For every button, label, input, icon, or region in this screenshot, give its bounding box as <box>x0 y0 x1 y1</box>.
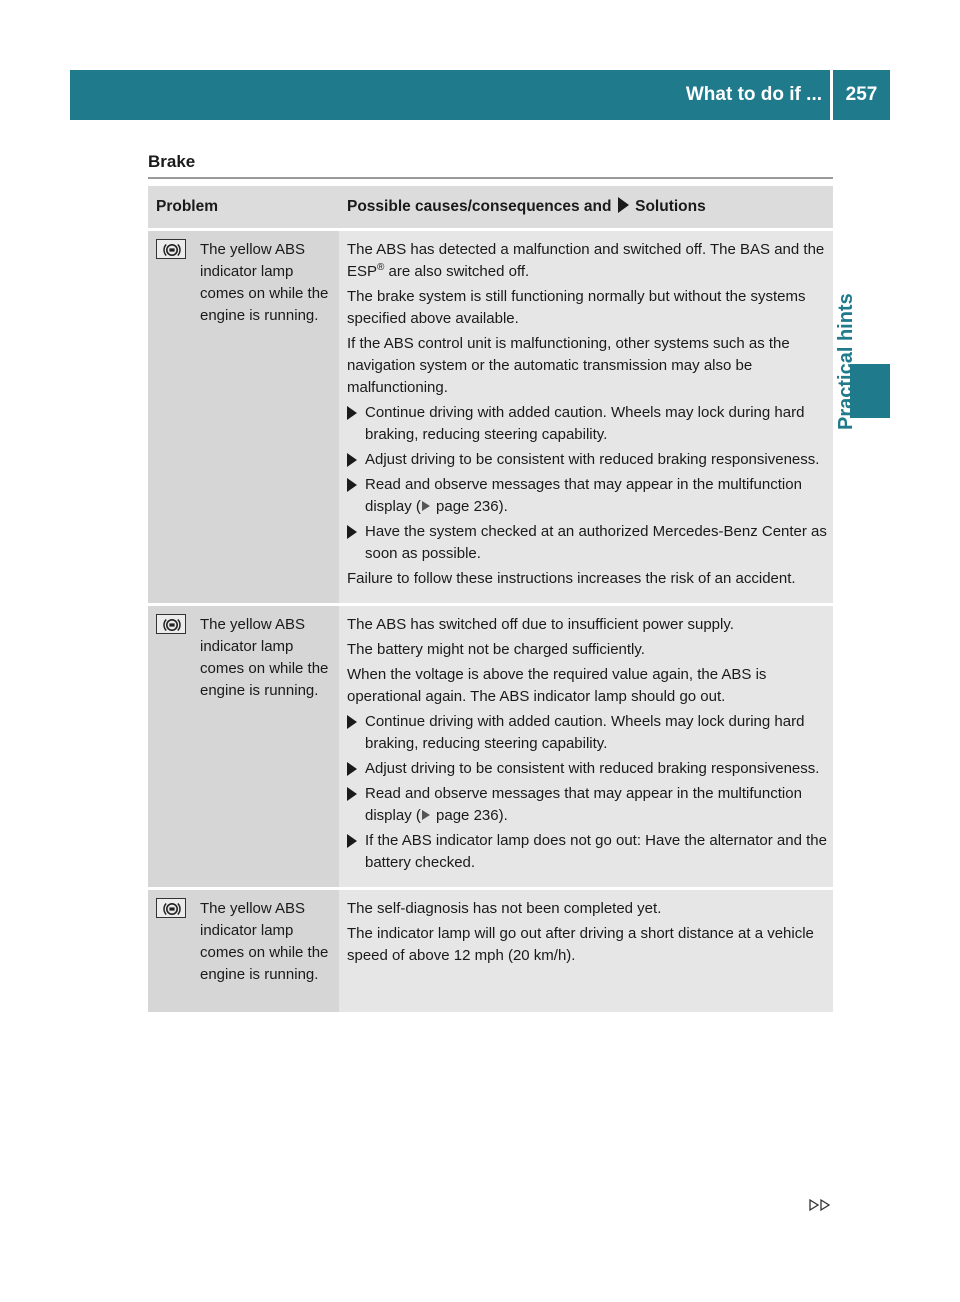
section-divider <box>148 177 833 179</box>
cause-paragraph <box>347 239 827 283</box>
causes-header-suffix: Solutions <box>635 198 706 215</box>
table-row <box>148 230 833 605</box>
brake-troubleshooting-table <box>148 186 833 1012</box>
problem-text: The yellow ABS indicator lamp comes on while the engine is running. <box>196 230 339 605</box>
solution-step <box>347 449 827 471</box>
solution-step <box>347 783 827 827</box>
step-text: If the ABS indicator lamp does not go out: Have the alternator and the battery checked. <box>365 832 827 871</box>
cause-paragraph: The indicator lamp will go out after driving a short distance at a vehicle speed of above 12 mph (20 km/h). <box>347 925 814 964</box>
step-text: Adjust driving to be consistent with reduced braking responsiveness. <box>365 760 820 777</box>
step-text: Continue driving with added caution. Wheels may lock during hard braking, reducing steering capability. <box>365 404 805 443</box>
cause-paragraph: The brake system is still functioning normally but without the systems specified above available. <box>347 288 806 327</box>
cause-paragraph: The battery might not be charged sufficiently. <box>347 641 645 658</box>
step-arrow-icon <box>347 762 357 776</box>
solution-step <box>347 474 827 518</box>
step-text: Read and observe messages that may appear in the multifunction display ( <box>365 476 802 515</box>
solution-step <box>347 521 827 565</box>
step-arrow-icon <box>347 787 357 801</box>
table-header-row <box>148 186 833 230</box>
problem-text: The yellow ABS indicator lamp comes on while the engine is running. <box>196 605 339 889</box>
solution-step <box>347 402 827 446</box>
icon-cell <box>148 605 196 889</box>
step-text: Continue driving with added caution. Wheels may lock during hard braking, reducing steering capability. <box>365 713 805 752</box>
cause-paragraph: If the ABS control unit is malfunctioning, other systems such as the navigation system or the automatic transmission may also be malfunctioning. <box>347 335 790 396</box>
step-arrow-icon <box>347 834 357 848</box>
step-text: Have the system checked at an authorized Mercedes-Benz Center as soon as possible. <box>365 523 827 562</box>
abs-warning-icon <box>156 898 186 918</box>
cause-paragraph: The self-diagnosis has not been completed yet. <box>347 900 662 917</box>
page-reference-icon <box>422 810 430 820</box>
step-arrow-icon <box>347 715 357 729</box>
causes-cell <box>339 605 833 889</box>
page-reference-link[interactable]: page 236). <box>431 807 508 824</box>
causes-cell <box>339 230 833 605</box>
abs-warning-icon <box>156 614 186 634</box>
registered-mark: ® <box>377 262 385 273</box>
abs-warning-icon <box>156 239 186 259</box>
side-tab-label: Practical hints <box>835 293 857 430</box>
step-arrow-icon <box>347 478 357 492</box>
cause-text: The ABS has detected a malfunction and switched off. The BAS and the ESP <box>347 241 825 280</box>
page-reference-icon <box>422 501 430 511</box>
icon-cell <box>148 230 196 605</box>
page-number: 257 <box>845 84 878 105</box>
cause-paragraph: When the voltage is above the required value again, the ABS is operational again. The ABS indicator lamp should go out. <box>347 666 767 705</box>
cause-text: are also switched off. <box>384 263 530 280</box>
icon-cell <box>148 889 196 1013</box>
warning-paragraph: Failure to follow these instructions increases the risk of an accident. <box>347 570 796 587</box>
table-row <box>148 889 833 1013</box>
causes-cell <box>339 889 833 1013</box>
section-title: Brake <box>148 152 196 171</box>
problem-text: The yellow ABS indicator lamp comes on while the engine is running. <box>196 889 339 1013</box>
table-row <box>148 605 833 889</box>
page-header-title: What to do if ... <box>685 84 822 105</box>
step-arrow-icon <box>347 406 357 420</box>
page-reference-link[interactable]: page 236). <box>431 498 508 515</box>
side-tab <box>835 293 890 590</box>
step-text: Adjust driving to be consistent with reduced braking responsiveness. <box>365 451 820 468</box>
column-header-problem: Problem <box>148 186 339 230</box>
continued-next-page-icon <box>808 1198 834 1212</box>
solution-step <box>347 711 827 755</box>
column-header-causes <box>339 186 833 230</box>
action-arrow-icon <box>618 197 629 213</box>
causes-header-prefix: Possible causes/consequences and <box>347 198 612 215</box>
cause-paragraph: The ABS has switched off due to insufficient power supply. <box>347 616 734 633</box>
step-arrow-icon <box>347 525 357 539</box>
step-text: Read and observe messages that may appear in the multifunction display ( <box>365 785 802 824</box>
solution-step <box>347 830 827 874</box>
solution-step <box>347 758 827 780</box>
step-arrow-icon <box>347 453 357 467</box>
